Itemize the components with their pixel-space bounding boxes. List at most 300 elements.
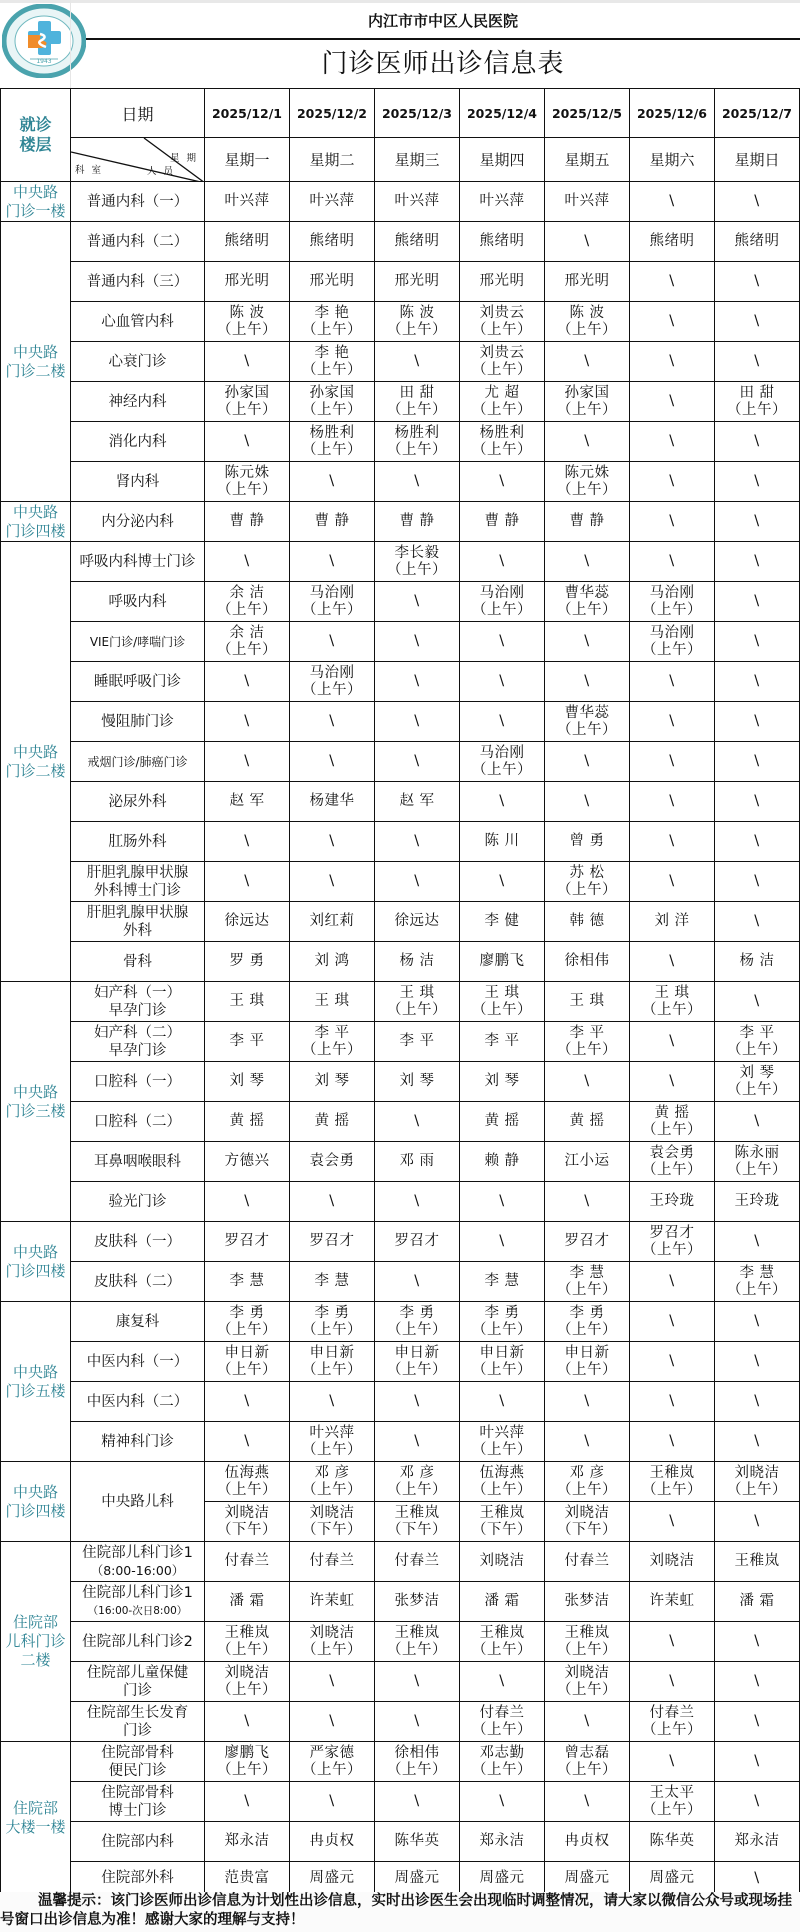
doctor-name: \ bbox=[329, 1793, 335, 1809]
floor-label-line: 住院部 bbox=[12, 1613, 58, 1631]
doctor-name: 周盛元 bbox=[649, 1869, 695, 1886]
doctor-name: \ bbox=[669, 753, 675, 769]
doctor-cell bbox=[460, 1542, 545, 1582]
doctor-cell bbox=[375, 942, 460, 982]
session-period: （上午） bbox=[557, 1681, 617, 1698]
session-period: （上午） bbox=[217, 601, 277, 618]
table-row bbox=[1, 662, 800, 702]
department-name bbox=[71, 622, 205, 662]
doctor-name: 李 平 bbox=[484, 1033, 520, 1049]
table-row bbox=[1, 1022, 800, 1062]
doctor-name: \ bbox=[584, 633, 590, 649]
no-clinic-cell bbox=[545, 342, 630, 382]
table-row bbox=[1, 1222, 800, 1262]
no-clinic-cell bbox=[630, 542, 715, 582]
doctor-name: 刘晓洁 bbox=[309, 1504, 355, 1521]
doctor-cell bbox=[460, 1502, 545, 1542]
doctor-name: \ bbox=[754, 753, 760, 769]
floor-label-line: 门诊四楼 bbox=[5, 1501, 66, 1520]
doctor-name: 张梦洁 bbox=[564, 1593, 610, 1609]
doctor-name: \ bbox=[754, 513, 760, 529]
no-clinic-cell bbox=[715, 1382, 800, 1422]
no-clinic-cell bbox=[545, 782, 630, 822]
department-name bbox=[71, 942, 205, 982]
session-period: （上午） bbox=[727, 1161, 787, 1178]
department-name-line: 泌尿外科 bbox=[108, 793, 167, 810]
doctor-name: 田 甜 bbox=[739, 384, 775, 401]
session-period: （上午） bbox=[217, 1681, 277, 1698]
department-name bbox=[71, 902, 205, 942]
no-clinic-cell bbox=[630, 862, 715, 902]
no-clinic-cell bbox=[375, 1422, 460, 1462]
department-name-line: 外科博士门诊 bbox=[94, 882, 181, 899]
session-period: （上午） bbox=[472, 1721, 532, 1738]
no-clinic-cell bbox=[290, 822, 375, 862]
session-period: （上午） bbox=[557, 321, 617, 338]
department-name bbox=[71, 302, 205, 342]
department-name-line: 心衰门诊 bbox=[108, 353, 167, 370]
department-name-line: 住院部骨科 bbox=[101, 1784, 174, 1801]
doctor-cell bbox=[460, 222, 545, 262]
no-clinic-cell bbox=[715, 422, 800, 462]
doctor-name: 李 勇 bbox=[484, 1304, 520, 1321]
doctor-cell bbox=[290, 342, 375, 382]
doctor-cell bbox=[715, 1022, 800, 1062]
doctor-name: 熊绪明 bbox=[394, 233, 440, 249]
doctor-cell bbox=[375, 382, 460, 422]
department-name-line: 门诊 bbox=[123, 1722, 152, 1739]
doctor-name: 尤 超 bbox=[484, 384, 520, 401]
date-header: 2025/12/7 bbox=[715, 89, 800, 138]
department-name-line: 呼吸内科博士门诊 bbox=[79, 553, 196, 570]
floor-label-line: 门诊四楼 bbox=[5, 521, 66, 540]
no-clinic-cell bbox=[630, 302, 715, 342]
floor-label-line: 中央路 bbox=[12, 1362, 58, 1381]
session-period: （上午） bbox=[557, 1321, 617, 1338]
doctor-name: 邓志勤 bbox=[479, 1744, 525, 1761]
session-period: （上午） bbox=[727, 1281, 787, 1298]
doctor-name: \ bbox=[669, 273, 675, 289]
no-clinic-cell bbox=[545, 1382, 630, 1422]
table-row bbox=[1, 582, 800, 622]
doctor-name: 余 洁 bbox=[229, 624, 265, 641]
doctor-name: \ bbox=[414, 1673, 420, 1689]
no-clinic-cell bbox=[715, 1742, 800, 1782]
doctor-name: \ bbox=[414, 1193, 420, 1209]
staff-axis-label: 人 员 bbox=[147, 166, 176, 177]
doctor-name: 王稚岚 bbox=[734, 1553, 780, 1569]
doctor-cell bbox=[290, 1542, 375, 1582]
doctor-name: \ bbox=[329, 633, 335, 649]
doctor-name: \ bbox=[499, 713, 505, 729]
doctor-name: 曹 静 bbox=[229, 513, 265, 529]
department-name-line: 康复科 bbox=[115, 1313, 160, 1330]
doctor-name: \ bbox=[754, 193, 760, 209]
department-name-line: （16:00-次日8:00） bbox=[87, 1604, 188, 1617]
doctor-cell bbox=[205, 222, 290, 262]
doctor-name: 李 平 bbox=[739, 1024, 775, 1041]
session-period: （上午） bbox=[557, 481, 617, 498]
doctor-name: \ bbox=[499, 1233, 505, 1249]
doctor-name: \ bbox=[669, 1273, 675, 1289]
doctor-name: \ bbox=[669, 1073, 675, 1089]
doctor-name: 李 平 bbox=[229, 1033, 265, 1049]
doctor-name: 廖鹏飞 bbox=[224, 1744, 270, 1761]
weekday-axis-label: 星 期 bbox=[169, 153, 198, 164]
doctor-name: 黄 摇 bbox=[229, 1113, 265, 1129]
doctor-name: 王 琪 bbox=[229, 993, 265, 1009]
no-clinic-cell bbox=[630, 1382, 715, 1422]
no-clinic-cell bbox=[630, 662, 715, 702]
doctor-name: 刘 鸿 bbox=[314, 953, 350, 969]
table-row bbox=[1, 1102, 800, 1142]
doctor-cell bbox=[290, 1062, 375, 1102]
dept-axis-label: 科 室 bbox=[75, 165, 104, 176]
doctor-name: 徐相伟 bbox=[394, 1744, 440, 1761]
doctor-cell bbox=[375, 1462, 460, 1502]
doctor-name: 付春兰 bbox=[479, 1704, 525, 1721]
doctor-name: \ bbox=[584, 793, 590, 809]
no-clinic-cell bbox=[630, 462, 715, 502]
doctor-name: 王 琪 bbox=[314, 993, 350, 1009]
department-name-line: 神经内科 bbox=[108, 393, 167, 410]
doctor-name: 王 琪 bbox=[484, 984, 520, 1001]
floor-label-line: 中央路 bbox=[12, 1482, 58, 1501]
session-period: （上午） bbox=[387, 1761, 447, 1778]
doctor-name: 曹 静 bbox=[484, 513, 520, 529]
no-clinic-cell bbox=[375, 662, 460, 702]
floor-label bbox=[1, 1302, 71, 1462]
doctor-name: 邓 彦 bbox=[314, 1464, 350, 1481]
department-name-line: 早孕门诊 bbox=[108, 1002, 167, 1019]
doctor-cell bbox=[460, 822, 545, 862]
doctor-name: \ bbox=[244, 1793, 250, 1809]
doctor-cell bbox=[290, 1222, 375, 1262]
doctor-cell bbox=[715, 1262, 800, 1302]
no-clinic-cell bbox=[715, 1422, 800, 1462]
department-name-line: 皮肤科（二） bbox=[94, 1273, 181, 1290]
doctor-name: \ bbox=[669, 1673, 675, 1689]
doctor-name: 叶兴萍 bbox=[309, 1424, 355, 1441]
no-clinic-cell bbox=[630, 382, 715, 422]
department-name bbox=[71, 1182, 205, 1222]
doctor-name: \ bbox=[669, 953, 675, 969]
department-name-line: 中医内科（一） bbox=[86, 1353, 189, 1370]
doctor-cell bbox=[545, 262, 630, 302]
department-name bbox=[71, 222, 205, 262]
doctor-name: 李 慧 bbox=[484, 1273, 520, 1289]
no-clinic-cell bbox=[715, 862, 800, 902]
session-period: （上午） bbox=[727, 1481, 787, 1498]
doctor-name: \ bbox=[754, 1793, 760, 1809]
department-name bbox=[71, 1142, 205, 1182]
doctor-name: 郑永洁 bbox=[224, 1833, 270, 1849]
doctor-name: \ bbox=[754, 673, 760, 689]
doctor-cell bbox=[545, 942, 630, 982]
date-header: 2025/12/4 bbox=[460, 89, 545, 138]
doctor-name: \ bbox=[584, 1793, 590, 1809]
doctor-cell bbox=[290, 502, 375, 542]
no-clinic-cell bbox=[205, 542, 290, 582]
doctor-name: 叶兴萍 bbox=[394, 193, 440, 209]
doctor-cell bbox=[375, 502, 460, 542]
department-name bbox=[71, 1662, 205, 1702]
doctor-name: 罗召才 bbox=[394, 1233, 440, 1249]
doctor-name: \ bbox=[244, 873, 250, 889]
diagonal-header-cell bbox=[71, 138, 205, 182]
session-period: （上午） bbox=[387, 1001, 447, 1018]
doctor-cell bbox=[375, 262, 460, 302]
no-clinic-cell bbox=[545, 622, 630, 662]
session-period: （上午） bbox=[642, 1241, 702, 1258]
session-period: （上午） bbox=[217, 641, 277, 658]
doctor-name: 陈 波 bbox=[399, 304, 435, 321]
doctor-cell bbox=[375, 1022, 460, 1062]
department-name-line: 消化内科 bbox=[108, 433, 167, 450]
session-period: （上午） bbox=[387, 561, 447, 578]
session-period: （上午） bbox=[472, 1481, 532, 1498]
doctor-name: 王稚岚 bbox=[564, 1624, 610, 1641]
session-period: （上午） bbox=[642, 641, 702, 658]
department-name bbox=[71, 1262, 205, 1302]
doctor-name: 熊绪明 bbox=[224, 233, 270, 249]
doctor-name: 郑永洁 bbox=[734, 1833, 780, 1849]
table-row bbox=[1, 1062, 800, 1102]
doctor-name: 王玲珑 bbox=[734, 1193, 780, 1209]
session-period: （上午） bbox=[642, 1721, 702, 1738]
session-period: （上午） bbox=[727, 1081, 787, 1098]
table-row bbox=[1, 342, 800, 382]
doctor-cell bbox=[630, 1142, 715, 1182]
no-clinic-cell bbox=[715, 742, 800, 782]
department-name bbox=[71, 182, 205, 222]
doctor-name: \ bbox=[414, 353, 420, 369]
doctor-name: 杨 洁 bbox=[739, 953, 775, 969]
doctor-name: 韩 德 bbox=[569, 913, 605, 929]
doctor-name: 陈华英 bbox=[649, 1833, 695, 1849]
doctor-cell bbox=[375, 1502, 460, 1542]
doctor-name: 叶兴萍 bbox=[479, 193, 525, 209]
doctor-name: 刘晓洁 bbox=[224, 1664, 270, 1681]
no-clinic-cell bbox=[630, 1342, 715, 1382]
session-period: （上午） bbox=[472, 601, 532, 618]
doctor-name: 罗召才 bbox=[649, 1224, 695, 1241]
doctor-name: 李 勇 bbox=[229, 1304, 265, 1321]
session-period: （上午） bbox=[302, 1641, 362, 1658]
doctor-name: 廖鹏飞 bbox=[479, 953, 525, 969]
doctor-cell bbox=[205, 1622, 290, 1662]
no-clinic-cell bbox=[715, 902, 800, 942]
doctor-name: 范贵富 bbox=[224, 1869, 270, 1886]
session-period: （上午） bbox=[387, 1321, 447, 1338]
doctor-name: 李 勇 bbox=[569, 1304, 605, 1321]
doctor-name: 李长毅 bbox=[394, 544, 440, 561]
doctor-name: \ bbox=[669, 1513, 675, 1529]
doctor-cell bbox=[460, 1262, 545, 1302]
doctor-name: \ bbox=[499, 633, 505, 649]
department-name-line: 住院部儿科门诊1 bbox=[82, 1584, 193, 1601]
doctor-cell bbox=[290, 422, 375, 462]
doctor-name: 王玲珑 bbox=[649, 1193, 695, 1209]
no-clinic-cell bbox=[375, 1382, 460, 1422]
no-clinic-cell bbox=[290, 462, 375, 502]
doctor-name: \ bbox=[669, 1033, 675, 1049]
department-name bbox=[71, 862, 205, 902]
page-title: 门诊医师出诊信息表 bbox=[321, 49, 565, 79]
doctor-name: 王稚岚 bbox=[224, 1624, 270, 1641]
no-clinic-cell bbox=[715, 542, 800, 582]
doctor-cell bbox=[205, 502, 290, 542]
doctor-cell bbox=[290, 1262, 375, 1302]
doctor-cell bbox=[715, 1582, 800, 1622]
no-clinic-cell bbox=[715, 1662, 800, 1702]
table-row bbox=[1, 942, 800, 982]
doctor-name: 杨建华 bbox=[309, 793, 355, 809]
department-name bbox=[71, 1062, 205, 1102]
doctor-cell bbox=[375, 1342, 460, 1382]
session-period: （上午） bbox=[642, 601, 702, 618]
doctor-name: \ bbox=[669, 513, 675, 529]
doctor-name: 张梦洁 bbox=[394, 1593, 440, 1609]
doctor-name: \ bbox=[669, 833, 675, 849]
no-clinic-cell bbox=[715, 822, 800, 862]
department-name-line: 肛肠外科 bbox=[108, 833, 167, 850]
no-clinic-cell bbox=[375, 1702, 460, 1742]
department-name-line: 验光门诊 bbox=[108, 1193, 167, 1210]
doctor-name: 余 洁 bbox=[229, 584, 265, 601]
doctor-cell bbox=[375, 982, 460, 1022]
date-header: 2025/12/3 bbox=[375, 89, 460, 138]
session-period: （下午） bbox=[302, 1521, 362, 1538]
no-clinic-cell bbox=[715, 982, 800, 1022]
doctor-name: 冉贞权 bbox=[309, 1833, 355, 1849]
floor-label bbox=[1, 1462, 71, 1542]
doctor-cell bbox=[205, 1102, 290, 1142]
doctor-name: \ bbox=[329, 1713, 335, 1729]
floor-header-label: 就诊楼层 bbox=[19, 115, 52, 154]
doctor-name: \ bbox=[669, 193, 675, 209]
doctor-name: \ bbox=[499, 873, 505, 889]
no-clinic-cell bbox=[630, 1302, 715, 1342]
doctor-name: \ bbox=[669, 713, 675, 729]
doctor-name: \ bbox=[754, 313, 760, 329]
doctor-cell bbox=[290, 182, 375, 222]
no-clinic-cell bbox=[715, 782, 800, 822]
doctor-name: 申日新 bbox=[309, 1344, 355, 1361]
doctor-name: \ bbox=[754, 873, 760, 889]
floor-label bbox=[1, 1542, 71, 1742]
floor-label bbox=[1, 1742, 71, 1895]
no-clinic-cell bbox=[375, 862, 460, 902]
doctor-cell bbox=[205, 262, 290, 302]
doctor-name: 王 琪 bbox=[399, 984, 435, 1001]
doctor-name: \ bbox=[244, 553, 250, 569]
floor-label-line: 门诊三楼 bbox=[5, 1101, 66, 1120]
table-row bbox=[1, 1622, 800, 1662]
no-clinic-cell bbox=[715, 1782, 800, 1822]
floor-label-line: 中央路 bbox=[12, 342, 58, 361]
session-period: （上午） bbox=[472, 1441, 532, 1458]
doctor-cell bbox=[205, 582, 290, 622]
weekday-header: 星期三 bbox=[375, 138, 460, 182]
no-clinic-cell bbox=[630, 1622, 715, 1662]
date-header: 2025/12/5 bbox=[545, 89, 630, 138]
doctor-name: \ bbox=[499, 1793, 505, 1809]
doctor-cell bbox=[290, 1862, 375, 1895]
table-row bbox=[1, 1302, 800, 1342]
doctor-name: \ bbox=[499, 1393, 505, 1409]
floor-label-line: 中央路 bbox=[12, 502, 58, 521]
doctor-cell bbox=[290, 1022, 375, 1062]
doctor-cell bbox=[290, 1342, 375, 1382]
department-name bbox=[71, 662, 205, 702]
doctor-name: 邢光明 bbox=[479, 273, 525, 289]
no-clinic-cell bbox=[205, 1422, 290, 1462]
doctor-cell bbox=[545, 1302, 630, 1342]
department-name-line: 皮肤科（一） bbox=[94, 1233, 181, 1250]
doctor-cell bbox=[205, 182, 290, 222]
department-name-line: 肝胆乳腺甲状腺 bbox=[86, 904, 189, 921]
table-row bbox=[1, 1182, 800, 1222]
doctor-name: \ bbox=[584, 433, 590, 449]
department-name bbox=[71, 822, 205, 862]
doctor-cell bbox=[630, 1222, 715, 1262]
no-clinic-cell bbox=[205, 702, 290, 742]
doctor-cell bbox=[205, 1862, 290, 1895]
department-name bbox=[71, 382, 205, 422]
table-row bbox=[1, 1462, 800, 1502]
floor-label-line: 中央路 bbox=[12, 742, 58, 761]
doctor-name: 李 平 bbox=[569, 1024, 605, 1041]
table-row bbox=[1, 262, 800, 302]
session-period: （上午） bbox=[217, 1361, 277, 1378]
doctor-name: 叶兴萍 bbox=[564, 193, 610, 209]
doctor-name: \ bbox=[414, 873, 420, 889]
doctor-name: \ bbox=[584, 1193, 590, 1209]
no-clinic-cell bbox=[290, 862, 375, 902]
doctor-name: \ bbox=[754, 1113, 760, 1129]
doctor-name: \ bbox=[329, 473, 335, 489]
department-name bbox=[71, 1862, 205, 1895]
no-clinic-cell bbox=[460, 662, 545, 702]
department-name bbox=[71, 1302, 205, 1342]
doctor-name: \ bbox=[754, 1433, 760, 1449]
doctor-name: \ bbox=[754, 433, 760, 449]
no-clinic-cell bbox=[205, 1702, 290, 1742]
doctor-name: 马治刚 bbox=[649, 584, 695, 601]
floor-label-line: 儿科门诊 bbox=[5, 1632, 66, 1650]
session-period: （上午） bbox=[302, 1481, 362, 1498]
no-clinic-cell bbox=[290, 742, 375, 782]
doctor-cell bbox=[375, 422, 460, 462]
doctor-cell bbox=[630, 902, 715, 942]
department-name-line: 住院部外科 bbox=[101, 1870, 174, 1886]
session-period: （上午） bbox=[557, 1041, 617, 1058]
doctor-name: \ bbox=[329, 833, 335, 849]
floor-label-line: 大楼一楼 bbox=[5, 1818, 66, 1836]
doctor-name: 邢光明 bbox=[309, 273, 355, 289]
doctor-name: 刘晓洁 bbox=[734, 1464, 780, 1481]
department-name bbox=[71, 1422, 205, 1462]
doctor-cell bbox=[205, 1662, 290, 1702]
doctor-cell bbox=[375, 1142, 460, 1182]
doctor-cell bbox=[545, 502, 630, 542]
department-name bbox=[71, 1382, 205, 1422]
doctor-name: 刘 洋 bbox=[654, 913, 690, 929]
no-clinic-cell bbox=[375, 622, 460, 662]
table-row bbox=[1, 1862, 800, 1895]
date-header: 2025/12/2 bbox=[290, 89, 375, 138]
